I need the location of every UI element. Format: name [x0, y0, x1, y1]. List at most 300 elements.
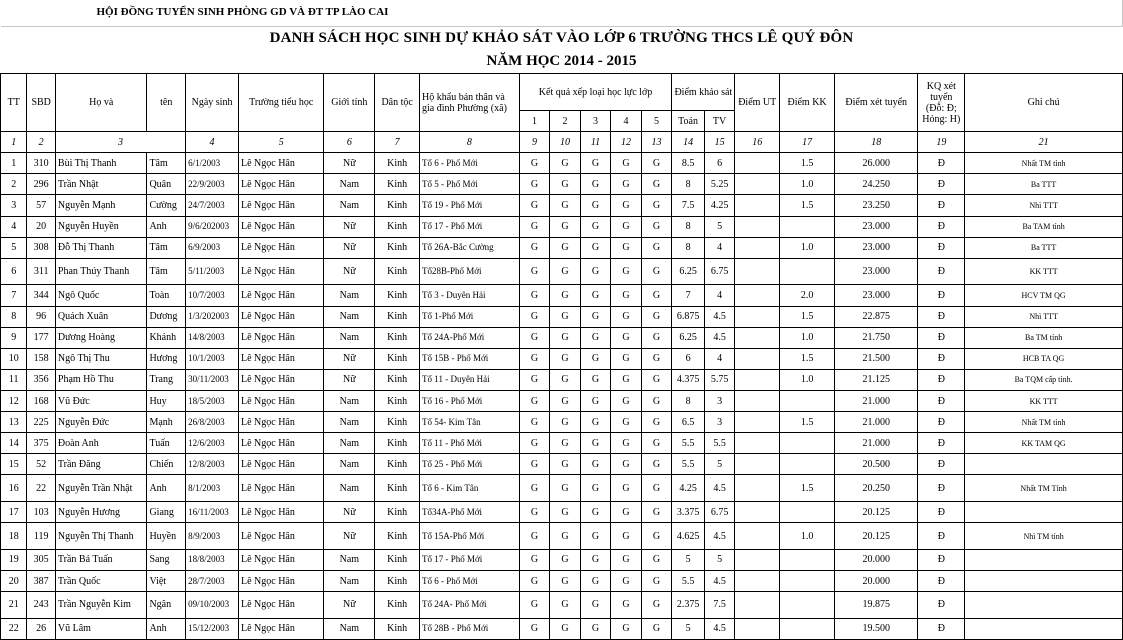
cell-ngaysinh: 1/3/202003 — [186, 306, 239, 327]
cell-grade-2: G — [550, 327, 581, 348]
cell-grade-5: G — [641, 475, 672, 502]
cell-diemut — [735, 549, 780, 570]
cell-tt: 7 — [1, 285, 27, 306]
cell-grade-2: G — [550, 523, 581, 550]
cell-kqxt: Đ — [918, 618, 965, 639]
cell-ghichu: Nhất TM Tỉnh — [965, 475, 1123, 502]
cell-grade-4: G — [611, 153, 642, 174]
cell-diemxt: 21.125 — [835, 369, 918, 390]
cell-ho: Bùi Thị Thanh — [55, 153, 147, 174]
cell-diemut — [735, 369, 780, 390]
cell-sbd: 119 — [27, 523, 55, 550]
cell-toan: 5.5 — [672, 433, 705, 454]
cell-hokhau: Tổ 25 - Phố Mới — [420, 454, 520, 475]
cell-tv: 4.25 — [704, 195, 735, 216]
organization-header: HỘI ĐỒNG TUYỂN SINH PHÒNG GD VÀ ĐT TP LÀO CAI — [1, 0, 1123, 26]
cell-grade-1: G — [519, 454, 550, 475]
cell-dantoc: Kinh — [375, 391, 420, 412]
cell-toan: 3.375 — [672, 502, 705, 523]
cell-ngaysinh: 9/6/202003 — [186, 216, 239, 237]
table-row — [1, 475, 1123, 502]
cell-ten: Cường — [147, 195, 186, 216]
cell-truong: Lê Ngọc Hân — [238, 216, 323, 237]
cell-grade-5: G — [641, 327, 672, 348]
cell-dantoc: Kinh — [375, 153, 420, 174]
cell-toan: 5.5 — [672, 454, 705, 475]
cell-grade-5: G — [641, 369, 672, 390]
cell-grade-1: G — [519, 153, 550, 174]
cell-grade-1: G — [519, 369, 550, 390]
cell-tv: 5 — [704, 216, 735, 237]
cell-gioitinh: Nam — [324, 475, 375, 502]
cell-kqxt: Đ — [918, 391, 965, 412]
cell-gioitinh: Nữ — [324, 216, 375, 237]
cell-ngaysinh: 8/9/2003 — [186, 523, 239, 550]
cell-hokhau: Tổ 24A-Phố Mới — [420, 327, 520, 348]
cell-dantoc: Kinh — [375, 306, 420, 327]
cell-gioitinh: Nam — [324, 391, 375, 412]
cell-tt: 18 — [1, 523, 27, 550]
cell-grade-2: G — [550, 475, 581, 502]
cell-kqxt: Đ — [918, 195, 965, 216]
cell-tv: 4 — [704, 285, 735, 306]
cell-ngaysinh: 18/8/2003 — [186, 549, 239, 570]
cell-ho: Phan Thúy Thanh — [55, 258, 147, 285]
cell-tt: 20 — [1, 570, 27, 591]
cell-grade-5: G — [641, 412, 672, 433]
cell-hokhau: Tổ 26A-Bắc Cường — [420, 237, 520, 258]
cell-hokhau: Tổ 19 - Phố Mới — [420, 195, 520, 216]
cell-ghichu: Ba TAM tỉnh — [965, 216, 1123, 237]
table-row — [1, 306, 1123, 327]
cell-dantoc: Kinh — [375, 475, 420, 502]
cell-grade-5: G — [641, 549, 672, 570]
header-grade-2: 2 — [550, 111, 581, 132]
cell-dantoc: Kinh — [375, 237, 420, 258]
cell-diemkk: 1.5 — [780, 306, 835, 327]
cell-toan: 8 — [672, 174, 705, 195]
cell-grade-2: G — [550, 306, 581, 327]
cell-dantoc: Kinh — [375, 549, 420, 570]
cell-grade-3: G — [580, 327, 611, 348]
cell-grade-1: G — [519, 348, 550, 369]
cell-tt: 17 — [1, 502, 27, 523]
cell-hokhau: Tổ 11 - Duyên Hải — [420, 369, 520, 390]
cell-ten: Tâm — [147, 153, 186, 174]
cell-grade-5: G — [641, 454, 672, 475]
cell-diemxt: 20.000 — [835, 549, 918, 570]
cell-tv: 6.75 — [704, 258, 735, 285]
cell-dantoc: Kinh — [375, 454, 420, 475]
cell-grade-4: G — [611, 475, 642, 502]
cell-diemkk — [780, 454, 835, 475]
cell-truong: Lê Ngọc Hân — [238, 153, 323, 174]
cell-diemxt: 26.000 — [835, 153, 918, 174]
cell-grade-3: G — [580, 549, 611, 570]
cell-grade-1: G — [519, 433, 550, 454]
table-row — [1, 549, 1123, 570]
cell-tt: 13 — [1, 412, 27, 433]
cell-tt: 4 — [1, 216, 27, 237]
cell-tt: 3 — [1, 195, 27, 216]
cell-ngaysinh: 28/7/2003 — [186, 570, 239, 591]
cell-hokhau: Tổ28B-Phố Mới — [420, 258, 520, 285]
cell-grade-1: G — [519, 618, 550, 639]
cell-kqxt: Đ — [918, 549, 965, 570]
cell-ngaysinh: 5/11/2003 — [186, 258, 239, 285]
cell-tt: 1 — [1, 153, 27, 174]
column-number: 19 — [918, 132, 965, 153]
cell-tv: 3 — [704, 412, 735, 433]
cell-truong: Lê Ngọc Hân — [238, 592, 323, 619]
cell-gioitinh: Nữ — [324, 502, 375, 523]
cell-ho: Dương Hoàng — [55, 327, 147, 348]
cell-kqxt: Đ — [918, 327, 965, 348]
cell-tv: 5.25 — [704, 174, 735, 195]
cell-diemkk — [780, 502, 835, 523]
table-row — [1, 327, 1123, 348]
cell-tv: 4.5 — [704, 475, 735, 502]
cell-hokhau: Tổ 15A-Phố Mới — [420, 523, 520, 550]
cell-ghichu: Nhì TM tỉnh — [965, 523, 1123, 550]
cell-toan: 7 — [672, 285, 705, 306]
cell-kqxt: Đ — [918, 502, 965, 523]
header-diemut: Điểm UT — [735, 74, 780, 132]
cell-grade-1: G — [519, 174, 550, 195]
cell-tv: 4.5 — [704, 306, 735, 327]
cell-diemkk: 1.5 — [780, 195, 835, 216]
cell-dantoc: Kinh — [375, 502, 420, 523]
cell-ten: Ngân — [147, 592, 186, 619]
cell-dantoc: Kinh — [375, 258, 420, 285]
cell-ten: Tâm — [147, 258, 186, 285]
header-hokhau: Hộ khẩu bản thân và gia đình Phường (xã) — [420, 74, 520, 132]
cell-grade-1: G — [519, 412, 550, 433]
cell-grade-1: G — [519, 592, 550, 619]
table-row — [1, 433, 1123, 454]
cell-gioitinh: Nam — [324, 433, 375, 454]
cell-diemxt: 21.000 — [835, 433, 918, 454]
cell-grade-5: G — [641, 237, 672, 258]
cell-grade-5: G — [641, 285, 672, 306]
cell-truong: Lê Ngọc Hân — [238, 306, 323, 327]
cell-grade-3: G — [580, 237, 611, 258]
cell-tt: 8 — [1, 306, 27, 327]
cell-gioitinh: Nam — [324, 549, 375, 570]
cell-gioitinh: Nữ — [324, 237, 375, 258]
cell-grade-2: G — [550, 195, 581, 216]
cell-diemkk: 1.0 — [780, 523, 835, 550]
cell-grade-4: G — [611, 306, 642, 327]
cell-sbd: 26 — [27, 618, 55, 639]
cell-grade-2: G — [550, 237, 581, 258]
cell-diemkk: 1.0 — [780, 174, 835, 195]
cell-tv: 5 — [704, 549, 735, 570]
cell-truong: Lê Ngọc Hân — [238, 285, 323, 306]
cell-grade-1: G — [519, 327, 550, 348]
cell-gioitinh: Nam — [324, 618, 375, 639]
cell-tt: 12 — [1, 391, 27, 412]
cell-diemxt: 20.000 — [835, 570, 918, 591]
cell-grade-4: G — [611, 592, 642, 619]
table-row — [1, 523, 1123, 550]
cell-sbd: 308 — [27, 237, 55, 258]
cell-truong: Lê Ngọc Hân — [238, 348, 323, 369]
cell-dantoc: Kinh — [375, 523, 420, 550]
cell-diemxt: 23.250 — [835, 195, 918, 216]
cell-ghichu: Nhì TTT — [965, 195, 1123, 216]
cell-hokhau: Tổ 11 - Phố Mới — [420, 433, 520, 454]
cell-ngaysinh: 10/7/2003 — [186, 285, 239, 306]
table-row — [1, 348, 1123, 369]
cell-sbd: 168 — [27, 391, 55, 412]
cell-grade-1: G — [519, 195, 550, 216]
cell-tv: 4 — [704, 348, 735, 369]
header-grade-4: 4 — [611, 111, 642, 132]
cell-ghichu: KK TAM QG — [965, 433, 1123, 454]
cell-kqxt: Đ — [918, 258, 965, 285]
cell-sbd: 22 — [27, 475, 55, 502]
cell-hokhau: Tổ 17 - Phố Mới — [420, 549, 520, 570]
cell-grade-5: G — [641, 258, 672, 285]
cell-diemut — [735, 454, 780, 475]
cell-grade-3: G — [580, 433, 611, 454]
cell-ten: Anh — [147, 618, 186, 639]
cell-ten: Dương — [147, 306, 186, 327]
cell-kqxt: Đ — [918, 570, 965, 591]
cell-ghichu: Ba TM tỉnh — [965, 327, 1123, 348]
cell-toan: 8 — [672, 237, 705, 258]
cell-tv: 5.5 — [704, 433, 735, 454]
header-truong: Trường tiểu học — [238, 74, 323, 132]
cell-grade-2: G — [550, 412, 581, 433]
table-row — [1, 618, 1123, 639]
cell-diemxt: 22.875 — [835, 306, 918, 327]
column-number: 1 — [1, 132, 27, 153]
cell-grade-3: G — [580, 195, 611, 216]
table-row — [1, 258, 1123, 285]
cell-diemxt: 23.000 — [835, 258, 918, 285]
cell-toan: 6.25 — [672, 258, 705, 285]
cell-grade-4: G — [611, 618, 642, 639]
cell-gioitinh: Nam — [324, 285, 375, 306]
cell-sbd: 225 — [27, 412, 55, 433]
cell-grade-3: G — [580, 475, 611, 502]
column-number: 2 — [27, 132, 55, 153]
cell-kqxt: Đ — [918, 412, 965, 433]
cell-diemkk — [780, 391, 835, 412]
cell-tt: 5 — [1, 237, 27, 258]
cell-tv: 5.75 — [704, 369, 735, 390]
cell-kqxt: Đ — [918, 592, 965, 619]
cell-hokhau: Tổ 6 - Phố Mới — [420, 570, 520, 591]
cell-ghichu: HCB TA QG — [965, 348, 1123, 369]
header-ten: tên — [147, 74, 186, 132]
cell-grade-3: G — [580, 369, 611, 390]
cell-ho: Nguyễn Mạnh — [55, 195, 147, 216]
cell-diemxt: 24.250 — [835, 174, 918, 195]
cell-tt: 14 — [1, 433, 27, 454]
cell-ten: Khánh — [147, 327, 186, 348]
cell-diemkk — [780, 258, 835, 285]
cell-diemkk — [780, 433, 835, 454]
cell-ten: Tâm — [147, 237, 186, 258]
cell-tv: 6.75 — [704, 502, 735, 523]
column-number: 4 — [186, 132, 239, 153]
cell-diemxt: 19.500 — [835, 618, 918, 639]
cell-tt: 22 — [1, 618, 27, 639]
cell-ngaysinh: 30/11/2003 — [186, 369, 239, 390]
cell-tt: 21 — [1, 592, 27, 619]
column-number: 13 — [641, 132, 672, 153]
cell-grade-4: G — [611, 195, 642, 216]
cell-ho: Trần Nhật — [55, 174, 147, 195]
cell-grade-2: G — [550, 153, 581, 174]
column-number: 16 — [735, 132, 780, 153]
cell-ten: Tuấn — [147, 433, 186, 454]
cell-gioitinh: Nữ — [324, 258, 375, 285]
cell-tt: 2 — [1, 174, 27, 195]
header-diemks: Điểm khảo sát — [672, 74, 735, 111]
cell-grade-3: G — [580, 348, 611, 369]
cell-grade-2: G — [550, 391, 581, 412]
cell-toan: 6.875 — [672, 306, 705, 327]
cell-grade-4: G — [611, 549, 642, 570]
header-gioitinh: Giới tính — [324, 74, 375, 132]
cell-grade-5: G — [641, 618, 672, 639]
cell-ghichu: Ba TQM cấp tỉnh. — [965, 369, 1123, 390]
cell-tt: 19 — [1, 549, 27, 570]
cell-ten: Anh — [147, 475, 186, 502]
header-ghichu: Ghi chú — [965, 74, 1123, 132]
cell-grade-2: G — [550, 285, 581, 306]
cell-tt: 10 — [1, 348, 27, 369]
cell-dantoc: Kinh — [375, 195, 420, 216]
cell-grade-3: G — [580, 174, 611, 195]
cell-sbd: 296 — [27, 174, 55, 195]
cell-grade-1: G — [519, 258, 550, 285]
cell-tv: 4.5 — [704, 570, 735, 591]
cell-ho: Ngô Quốc — [55, 285, 147, 306]
cell-tv: 3 — [704, 391, 735, 412]
cell-ten: Toàn — [147, 285, 186, 306]
table-row — [1, 454, 1123, 475]
cell-toan: 8.5 — [672, 153, 705, 174]
cell-diemkk — [780, 618, 835, 639]
cell-gioitinh: Nữ — [324, 369, 375, 390]
cell-grade-5: G — [641, 523, 672, 550]
cell-grade-2: G — [550, 618, 581, 639]
column-number: 10 — [550, 132, 581, 153]
cell-dantoc: Kinh — [375, 327, 420, 348]
cell-toan: 4.25 — [672, 475, 705, 502]
cell-truong: Lê Ngọc Hân — [238, 369, 323, 390]
cell-ghichu: KK TTT — [965, 391, 1123, 412]
cell-toan: 5.5 — [672, 570, 705, 591]
document-subtitle: NĂM HỌC 2014 - 2015 — [1, 50, 1123, 74]
cell-ten: Huyền — [147, 523, 186, 550]
cell-ngaysinh: 09/10/2003 — [186, 592, 239, 619]
cell-grade-4: G — [611, 502, 642, 523]
cell-grade-2: G — [550, 502, 581, 523]
cell-gioitinh: Nam — [324, 412, 375, 433]
cell-ngaysinh: 12/8/2003 — [186, 454, 239, 475]
cell-grade-1: G — [519, 502, 550, 523]
table-row — [1, 237, 1123, 258]
column-number: 8 — [420, 132, 520, 153]
cell-ten: Huy — [147, 391, 186, 412]
cell-ngaysinh: 12/6/2003 — [186, 433, 239, 454]
cell-kqxt: Đ — [918, 285, 965, 306]
cell-toan: 6 — [672, 348, 705, 369]
cell-truong: Lê Ngọc Hân — [238, 454, 323, 475]
cell-sbd: 356 — [27, 369, 55, 390]
column-number: 11 — [580, 132, 611, 153]
cell-ten: Sang — [147, 549, 186, 570]
header-dantoc: Dân tộc — [375, 74, 420, 132]
cell-ghichu: HCV TM QG — [965, 285, 1123, 306]
cell-hokhau: Tổ 6 - Phố Mới — [420, 153, 520, 174]
cell-sbd: 243 — [27, 592, 55, 619]
cell-grade-1: G — [519, 285, 550, 306]
cell-dantoc: Kinh — [375, 592, 420, 619]
cell-kqxt: Đ — [918, 369, 965, 390]
cell-grade-1: G — [519, 216, 550, 237]
cell-ghichu: KK TTT — [965, 258, 1123, 285]
cell-ngaysinh: 18/5/2003 — [186, 391, 239, 412]
header-tt: TT — [1, 74, 27, 132]
cell-tv: 5 — [704, 454, 735, 475]
cell-diemut — [735, 412, 780, 433]
cell-grade-4: G — [611, 285, 642, 306]
cell-diemkk — [780, 592, 835, 619]
cell-toan: 6.5 — [672, 412, 705, 433]
column-number: 5 — [238, 132, 323, 153]
cell-grade-4: G — [611, 433, 642, 454]
cell-toan: 2.375 — [672, 592, 705, 619]
cell-hokhau: Tổ 3 - Duyên Hải — [420, 285, 520, 306]
cell-grade-1: G — [519, 523, 550, 550]
cell-diemut — [735, 502, 780, 523]
cell-truong: Lê Ngọc Hân — [238, 391, 323, 412]
cell-ngaysinh: 24/7/2003 — [186, 195, 239, 216]
cell-grade-2: G — [550, 348, 581, 369]
header-diemkk: Điểm KK — [780, 74, 835, 132]
cell-dantoc: Kinh — [375, 412, 420, 433]
cell-gioitinh: Nữ — [324, 348, 375, 369]
cell-diemxt: 23.000 — [835, 285, 918, 306]
cell-sbd: 310 — [27, 153, 55, 174]
cell-diemxt: 23.000 — [835, 237, 918, 258]
table-row — [1, 369, 1123, 390]
cell-hokhau: Tổ 24A- Phố Mới — [420, 592, 520, 619]
cell-sbd: 20 — [27, 216, 55, 237]
cell-sbd: 375 — [27, 433, 55, 454]
cell-hokhau: Tổ 6 - Kim Tân — [420, 475, 520, 502]
cell-grade-3: G — [580, 258, 611, 285]
cell-sbd: 387 — [27, 570, 55, 591]
cell-ho: Phạm Hồ Thu — [55, 369, 147, 390]
cell-ho: Nguyễn Huyền — [55, 216, 147, 237]
cell-hokhau: Tổ 17 - Phố Mới — [420, 216, 520, 237]
table-row — [1, 216, 1123, 237]
cell-kqxt: Đ — [918, 306, 965, 327]
cell-diemut — [735, 391, 780, 412]
cell-truong: Lê Ngọc Hân — [238, 502, 323, 523]
cell-sbd: 57 — [27, 195, 55, 216]
cell-ten: Quân — [147, 174, 186, 195]
cell-ngaysinh: 10/1/2003 — [186, 348, 239, 369]
